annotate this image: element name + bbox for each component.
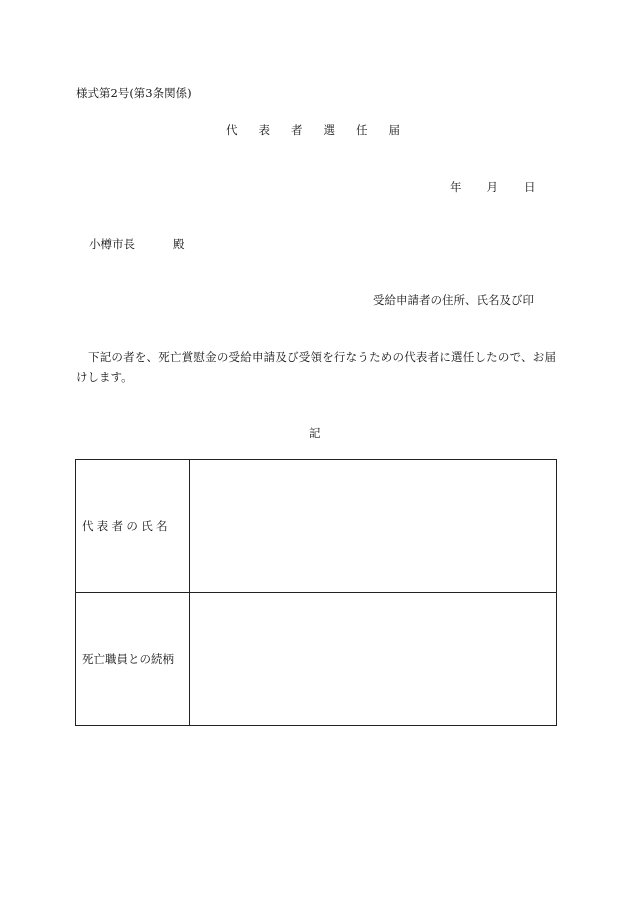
- relationship-field[interactable]: [189, 593, 556, 726]
- table-row: [76, 593, 557, 726]
- representative-name-label: 代表者の氏名: [76, 460, 190, 593]
- title-char: 届: [388, 123, 400, 137]
- table-row: [76, 460, 557, 593]
- title-char: 表: [258, 123, 270, 137]
- addressee: [89, 236, 185, 252]
- relationship-label: 死亡職員との続柄: [76, 593, 190, 726]
- title-char: 選: [323, 123, 335, 137]
- date-month-label: 月: [486, 180, 498, 194]
- document-title: [226, 122, 400, 138]
- date-line: [450, 179, 536, 195]
- ki-heading: 記: [309, 426, 321, 440]
- applicant-line: 受給申請者の住所、氏名及び印: [373, 293, 534, 307]
- addressee-honorific: 殿: [173, 237, 185, 251]
- form-number: 様式第2号(第3条関係): [76, 86, 192, 100]
- title-char: 任: [356, 123, 368, 137]
- date-year-label: 年: [450, 180, 462, 194]
- addressee-name: 小樽市長: [89, 237, 135, 251]
- representative-name-field[interactable]: [189, 460, 556, 593]
- title-char: 代: [226, 123, 238, 137]
- title-char: 者: [291, 123, 303, 137]
- body-text: 下記の者を、死亡賞慰金の受給申請及び受領を行なうための代表者に選任したので、お届けします。: [76, 350, 556, 384]
- record-table: [75, 459, 557, 726]
- date-day-label: 日: [524, 180, 536, 194]
